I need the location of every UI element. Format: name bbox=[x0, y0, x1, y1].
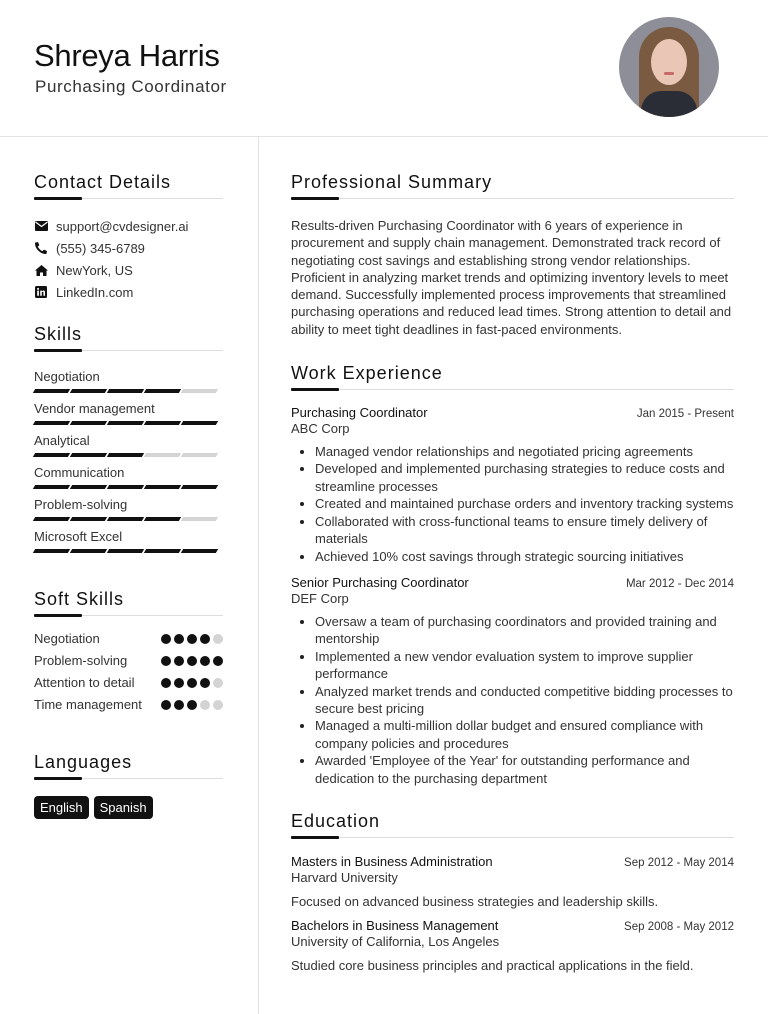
contact-email[interactable] bbox=[34, 215, 223, 237]
phone-icon bbox=[34, 241, 48, 255]
school: University of California, Los Angeles bbox=[291, 933, 500, 949]
section-title: Contact Details bbox=[34, 172, 223, 199]
contact-linkedin-text: LinkedIn.com bbox=[56, 284, 134, 300]
contact-phone-text: (555) 345-6789 bbox=[56, 240, 145, 256]
experience-section bbox=[291, 363, 734, 787]
skill-level-bar bbox=[34, 450, 223, 463]
summary-text: Results-driven Purchasing Coordinator with 6 years of experience in procurement and supply chain management. Demonstrated track record of negotiating cost savings and establishing strong vendor relationships. Proficient in analyzing market trends and optimizing inventory levels to meet demand. Successfully implemented process improvements that streamlined purchasing operations and reduced lead times. Strong attention to detail and ability to meet tight deadlines in fast-paced environments. bbox=[291, 218, 732, 337]
candidate-name: Shreya Harris bbox=[34, 38, 220, 73]
skill-item bbox=[34, 431, 223, 463]
section-title: Professional Summary bbox=[291, 172, 734, 199]
skill-level-bar bbox=[34, 514, 223, 527]
job-bullet: Managed vendor relationships and negotiated pricing agreements bbox=[291, 443, 734, 460]
contact-email-text: support@cvdesigner.ai bbox=[56, 218, 189, 234]
education-description: Focused on advanced business strategies and leadership skills. bbox=[291, 893, 659, 909]
section-title: Work Experience bbox=[291, 363, 734, 390]
skill-level-bar bbox=[34, 546, 223, 559]
education-entry bbox=[291, 854, 734, 910]
job-entry bbox=[291, 405, 734, 565]
skills-section bbox=[34, 324, 223, 559]
skill-name: Negotiation bbox=[34, 369, 100, 384]
skill-name: Problem-solving bbox=[34, 497, 128, 512]
education-description: Studied core business principles and practical applications in the field. bbox=[291, 957, 694, 973]
job-company: ABC Corp bbox=[291, 421, 350, 437]
left-column bbox=[34, 137, 223, 819]
skill-item bbox=[34, 495, 223, 527]
degree: Masters in Business Administration bbox=[291, 853, 493, 869]
skill-name: Communication bbox=[34, 465, 125, 480]
soft-skill-rating bbox=[161, 652, 223, 670]
soft-skill-rating bbox=[161, 630, 223, 648]
soft-skills-section bbox=[34, 589, 223, 714]
soft-skill-rating bbox=[161, 696, 223, 714]
soft-skill-name: Negotiation bbox=[34, 631, 100, 646]
column-divider bbox=[258, 137, 259, 1014]
languages-section bbox=[34, 752, 223, 819]
job-role: Senior Purchasing Coordinator bbox=[291, 574, 469, 590]
language-tag: English bbox=[34, 796, 89, 819]
soft-skill-rating bbox=[161, 674, 223, 692]
skill-item bbox=[34, 367, 223, 399]
job-company: DEF Corp bbox=[291, 590, 349, 606]
skill-item bbox=[34, 399, 223, 431]
skill-name: Vendor management bbox=[34, 401, 155, 416]
job-bullet: Implemented a new vendor evaluation system to improve supplier performance bbox=[291, 648, 734, 683]
job-bullet: Collaborated with cross-functional teams to ensure timely delivery of materials bbox=[291, 513, 734, 548]
degree: Bachelors in Business Management bbox=[291, 917, 499, 933]
skill-name: Analytical bbox=[34, 433, 90, 448]
job-bullet: Oversaw a team of purchasing coordinators and provided training and mentorship bbox=[291, 613, 734, 648]
skill-level-bar bbox=[34, 386, 223, 399]
right-column bbox=[291, 137, 734, 974]
skill-name: Microsoft Excel bbox=[34, 529, 123, 544]
skill-item bbox=[34, 527, 223, 559]
soft-skill-name: Problem-solving bbox=[34, 653, 128, 668]
contact-location-text: NewYork, US bbox=[56, 262, 133, 278]
soft-skill-item bbox=[34, 696, 223, 714]
job-bullet: Achieved 10% cost savings through strategic sourcing initiatives bbox=[291, 548, 734, 565]
job-dates: Jan 2015 - Present bbox=[636, 408, 734, 421]
education-section bbox=[291, 811, 734, 974]
job-entry bbox=[291, 575, 734, 787]
school: Harvard University bbox=[291, 869, 398, 885]
education-dates: Sep 2012 - May 2014 bbox=[624, 856, 734, 869]
skill-level-bar bbox=[34, 418, 223, 431]
resume-header bbox=[0, 0, 768, 137]
home-icon bbox=[34, 263, 48, 277]
section-title: Skills bbox=[34, 324, 223, 351]
linkedin-icon bbox=[34, 285, 48, 299]
contact-section bbox=[34, 172, 223, 303]
profile-photo bbox=[619, 17, 719, 117]
language-tag: Spanish bbox=[94, 796, 153, 819]
contact-location bbox=[34, 259, 223, 281]
candidate-title: Purchasing Coordinator bbox=[35, 77, 227, 96]
section-title: Languages bbox=[34, 752, 223, 779]
job-bullet: Awarded 'Employee of the Year' for outstanding performance and dedication to the purchasing department bbox=[291, 752, 734, 787]
job-bullet: Analyzed market trends and conducted competitive bidding processes to secure best pricing bbox=[291, 683, 734, 718]
job-bullet: Developed and implemented purchasing strategies to reduce costs and streamline processes bbox=[291, 460, 734, 495]
soft-skill-item bbox=[34, 630, 223, 648]
summary-section bbox=[291, 172, 734, 338]
soft-skill-name: Time management bbox=[34, 697, 142, 712]
skill-level-bar bbox=[34, 482, 223, 495]
contact-phone[interactable] bbox=[34, 237, 223, 259]
job-dates: Mar 2012 - Dec 2014 bbox=[625, 577, 734, 590]
contact-linkedin[interactable] bbox=[34, 281, 223, 303]
job-bullet: Managed a multi-million dollar budget and ensured compliance with company policies and procedures bbox=[291, 717, 734, 752]
job-role: Purchasing Coordinator bbox=[291, 405, 428, 421]
section-title: Education bbox=[291, 811, 734, 838]
section-title: Soft Skills bbox=[34, 589, 223, 616]
envelope-icon bbox=[34, 219, 48, 233]
soft-skill-item bbox=[34, 674, 223, 692]
education-entry bbox=[291, 918, 734, 974]
education-dates: Sep 2008 - May 2012 bbox=[624, 920, 734, 933]
job-bullet: Created and maintained purchase orders and inventory tracking systems bbox=[291, 495, 734, 512]
skill-item bbox=[34, 463, 223, 495]
soft-skill-item bbox=[34, 652, 223, 670]
soft-skill-name: Attention to detail bbox=[34, 675, 135, 690]
